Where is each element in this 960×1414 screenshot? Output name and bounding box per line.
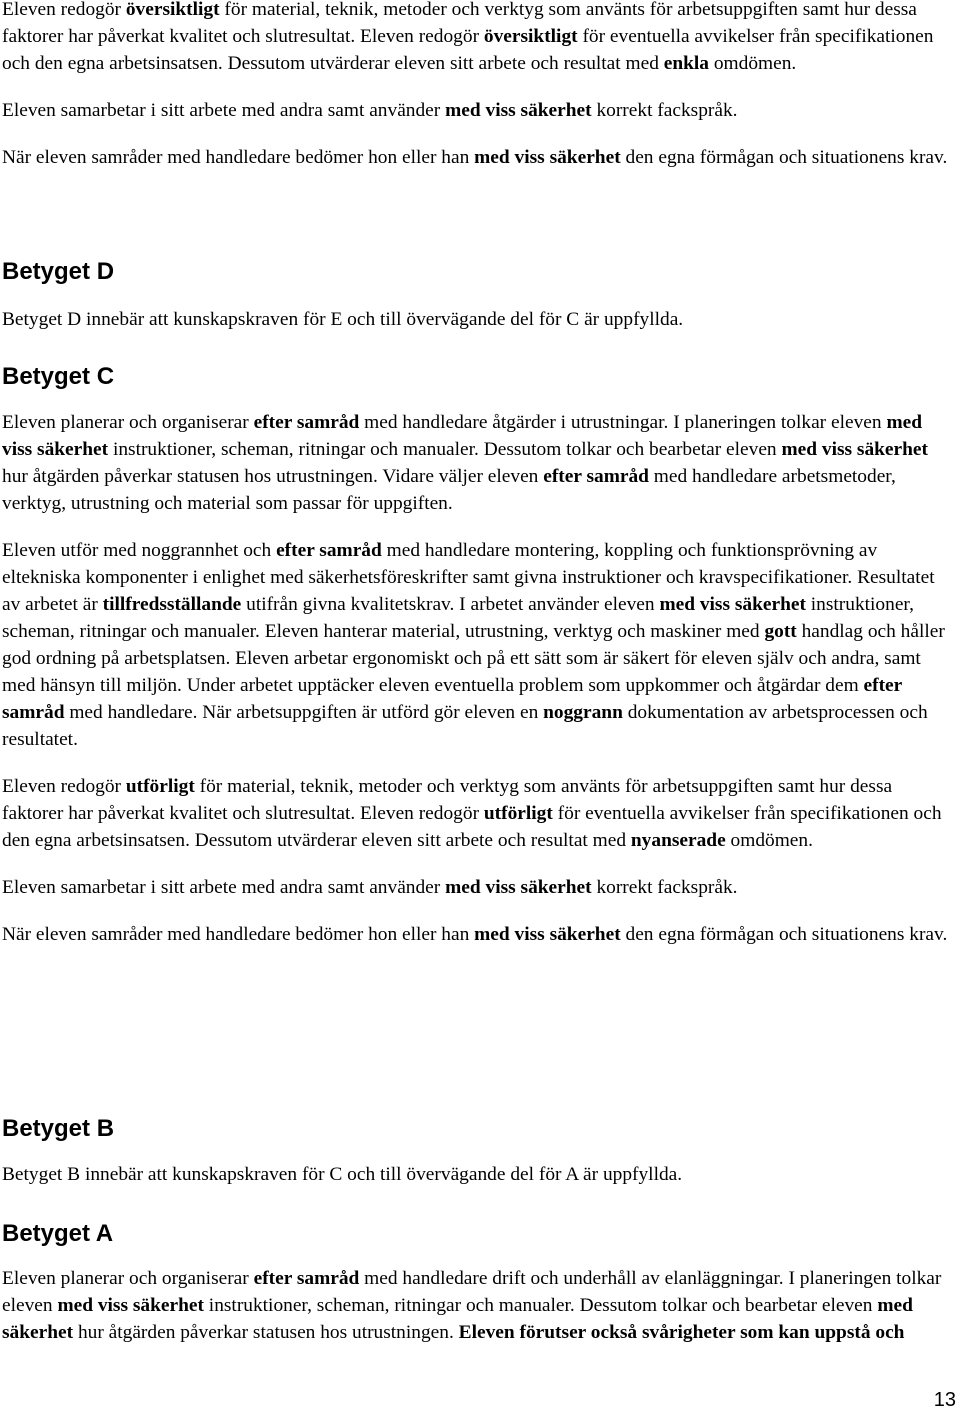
text-run: handlag och håller god ordning på arbetsplatsen. Eleven arbetar ergonomiskt och på ett sätt som är säkert för eleven själv och andra, samt med hänsyn till miljön. Under arbetet upptäcker eleven eventuella problem som uppkommer och åtgärdar dem bbox=[2, 621, 945, 696]
emphasis-text: med viss säkerhet bbox=[474, 924, 621, 945]
emphasis-text: efter samråd bbox=[2, 675, 902, 723]
grade-d-heading: Betyget D bbox=[2, 258, 115, 285]
grade-c-section bbox=[2, 363, 952, 948]
text-run: instruktioner, scheman, ritningar och manualer. Eleven hanterar material, utrustning, verktyg och maskiner med bbox=[2, 594, 914, 642]
grade-b-section bbox=[2, 1115, 952, 1188]
text-run: hur åtgärden påverkar statusen hos utrustningen. bbox=[73, 1322, 459, 1343]
emphasis-text: med viss säkerhet bbox=[781, 439, 928, 460]
emphasis-text: efter samråd bbox=[276, 540, 382, 561]
text-run: för eventuella avvikelser från specifikationen och den egna arbetsinsatsen. Dessutom utvärderar eleven sitt arbete och resultat med bbox=[2, 26, 934, 74]
text-run: Betyget D innebär att kunskapskraven för E och till övervägande del för C är uppfyllda. bbox=[2, 309, 684, 330]
text-run: med handledare. När arbetsuppgiften är utförd gör eleven en bbox=[64, 702, 544, 723]
paragraph bbox=[2, 409, 952, 517]
paragraph bbox=[2, 773, 952, 854]
text-run: omdömen. bbox=[709, 53, 797, 74]
text-run: hur åtgärden påverkar statusen hos utrustningen. Vidare väljer eleven bbox=[2, 466, 544, 487]
emphasis-text: efter samråd bbox=[543, 466, 649, 487]
paragraph bbox=[2, 1161, 952, 1188]
text-run: När eleven samråder med handledare bedömer hon eller han bbox=[2, 147, 475, 168]
text-run: När eleven samråder med handledare bedömer hon eller han bbox=[2, 924, 475, 945]
text-run: Eleven utför med noggrannhet och bbox=[2, 540, 277, 561]
paragraph bbox=[2, 1265, 952, 1346]
emphasis-text: utförligt bbox=[483, 803, 553, 824]
text-run: Eleven redogör bbox=[2, 0, 126, 20]
emphasis-text: Eleven förutser också svårigheter som kan uppstå och bbox=[458, 1322, 905, 1343]
grade-a-section bbox=[2, 1220, 952, 1346]
emphasis-text: med viss säkerhet bbox=[57, 1295, 204, 1316]
text-run: omdömen. bbox=[725, 830, 813, 851]
paragraph bbox=[2, 0, 952, 77]
emphasis-text: enkla bbox=[663, 53, 709, 74]
text-run: Betyget B innebär att kunskapskraven för C och till övervägande del för A är uppfyllda. bbox=[2, 1164, 683, 1185]
text-run: Eleven redogör bbox=[2, 776, 126, 797]
text-run: med handledare åtgärder i utrustningar. I planeringen tolkar eleven bbox=[359, 412, 887, 433]
text-run: Eleven samarbetar i sitt arbete med andra samt använder bbox=[2, 100, 446, 121]
emphasis-text: noggrann bbox=[543, 702, 623, 723]
emphasis-text: nyanserade bbox=[630, 830, 726, 851]
paragraph bbox=[2, 921, 952, 948]
text-run: för material, teknik, metoder och verktyg som använts för arbetsuppgiften samt hur dessa faktorer har påverkat kvalitet och slutresultat. Eleven redogör bbox=[2, 776, 893, 824]
paragraph bbox=[2, 537, 952, 753]
text-run: instruktioner, scheman, ritningar och manualer. Dessutom tolkar och bearbetar eleven bbox=[108, 439, 782, 460]
text-run: den egna förmågan och situationens krav. bbox=[620, 924, 948, 945]
text-run: korrekt fackspråk. bbox=[591, 877, 738, 898]
text-run: utifrån givna kvalitetskrav. I arbetet använder eleven bbox=[241, 594, 660, 615]
emphasis-text: med viss säkerhet bbox=[659, 594, 806, 615]
text-run: instruktioner, scheman, ritningar och manualer. Dessutom tolkar och bearbetar eleven bbox=[203, 1295, 878, 1316]
text-run: Eleven planerar och organiserar bbox=[2, 412, 254, 433]
text-run: den egna förmågan och situationens krav. bbox=[620, 147, 948, 168]
emphasis-text: med viss säkerhet bbox=[445, 100, 592, 121]
paragraph bbox=[2, 306, 952, 333]
paragraph bbox=[2, 874, 952, 901]
emphasis-text: med viss säkerhet bbox=[445, 877, 592, 898]
emphasis-text: efter samråd bbox=[253, 1268, 360, 1289]
text-run: för material, teknik, metoder och verktyg som använts för arbetsuppgiften samt hur dessa faktorer har påverkat kvalitet och slutresultat. Eleven redogör bbox=[2, 0, 917, 47]
paragraph bbox=[2, 97, 952, 124]
text-run: Eleven samarbetar i sitt arbete med andra samt använder bbox=[2, 877, 446, 898]
emphasis-text: översiktligt bbox=[125, 0, 220, 20]
emphasis-text: utförligt bbox=[125, 776, 195, 797]
text-run: för eventuella avvikelser från specifikationen och den egna arbetsinsatsen. Dessutom utvärderar eleven sitt arbete och resultat med bbox=[2, 803, 942, 851]
grade-a-heading: Betyget A bbox=[2, 1220, 114, 1247]
grade-b-heading: Betyget B bbox=[2, 1115, 115, 1142]
text-run: med handledare montering, koppling och funktionsprövning av eltekniska komponenter i enlighet med säkerhetsföreskrifter samt givna instruktioner och kravspecifikationer. Resultatet av arbetet är bbox=[2, 540, 935, 615]
text-run: dokumentation av arbetsprocessen och resultatet. bbox=[2, 702, 928, 750]
emphasis-text: med viss säkerhet bbox=[2, 412, 922, 460]
text-run: korrekt fackspråk. bbox=[591, 100, 738, 121]
page-number: 13 bbox=[933, 1389, 956, 1411]
text-run: med handledare arbetsmetoder, verktyg, utrustning och material som passar för uppgiften. bbox=[2, 466, 896, 514]
emphasis-text: tillfredsställande bbox=[102, 594, 242, 615]
emphasis-text: med viss säkerhet bbox=[474, 147, 621, 168]
emphasis-text: efter samråd bbox=[253, 412, 360, 433]
text-run: Eleven planerar och organiserar bbox=[2, 1268, 254, 1289]
emphasis-text: gott bbox=[764, 621, 797, 642]
emphasis-text: översiktligt bbox=[483, 26, 578, 47]
grade-d-section bbox=[2, 258, 952, 333]
paragraph bbox=[2, 144, 952, 171]
grade-c-heading: Betyget C bbox=[2, 363, 115, 390]
intro-section bbox=[2, 0, 952, 171]
emphasis-text: med säkerhet bbox=[2, 1295, 913, 1343]
text-run: med handledare drift och underhåll av elanläggningar. I planeringen tolkar eleven bbox=[2, 1268, 942, 1316]
